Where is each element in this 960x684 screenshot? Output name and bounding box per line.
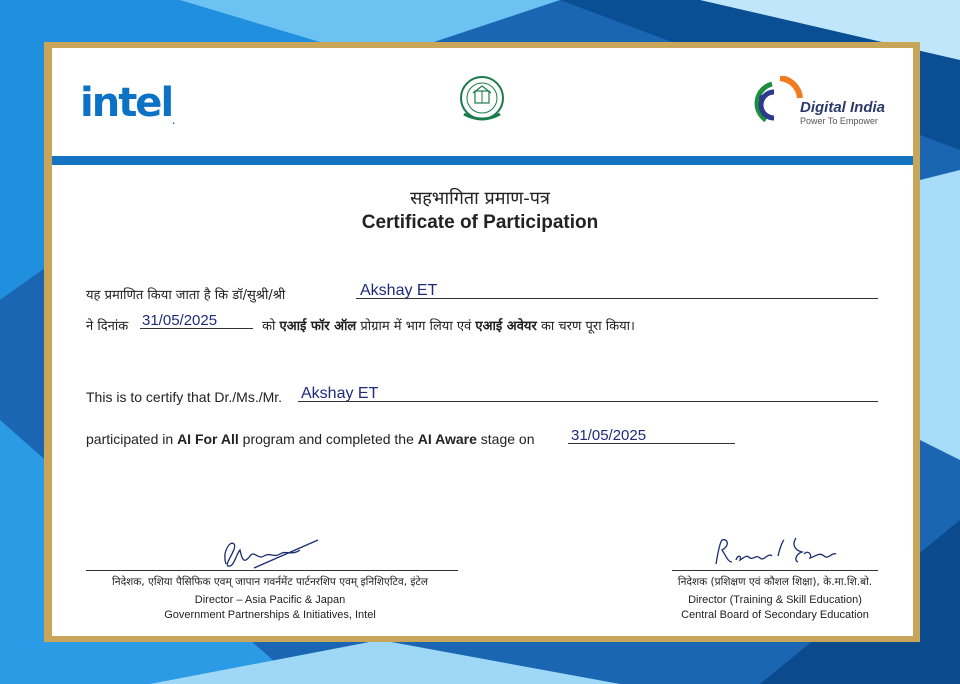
recipient-name-english: Akshay ET bbox=[301, 385, 379, 402]
completion-date-hindi: 31/05/2025 bbox=[142, 312, 218, 329]
right-signatory-block bbox=[640, 575, 910, 623]
hindi-line2-text: को एआई फॉर ऑल प्रोग्राम में भाग लिया एवं एआई अवेयर का चरण पूरा किया। bbox=[262, 319, 635, 334]
stage-name-english: AI Aware bbox=[417, 431, 477, 447]
left-signatory-block bbox=[60, 575, 480, 623]
left-signatory-hindi: निदेशक, एशिया पैसिफिक एवम् जापान गवर्नमेंट पार्टनरशिप एवम् इनिशिएटिव, इंटेल bbox=[112, 576, 428, 588]
cbse-seal-icon bbox=[456, 74, 508, 126]
intel-logo: intel. bbox=[80, 80, 176, 126]
completion-date-english: 31/05/2025 bbox=[571, 427, 647, 444]
left-signatory-title: Director – Asia Pacific & Japan bbox=[194, 594, 346, 606]
right-signatory-org: Central Board of Secondary Education bbox=[681, 609, 869, 621]
certificate-title-hindi: सहभागिता प्रमाण-पत्र bbox=[410, 188, 550, 209]
certificate-title-english: Certificate of Participation bbox=[361, 212, 599, 233]
name-underline-hindi bbox=[356, 298, 878, 299]
right-signatory-title: Director (Training & Skill Education) bbox=[688, 594, 862, 606]
date-underline-english bbox=[568, 443, 735, 444]
cbse-director-signature bbox=[712, 534, 842, 570]
left-signature-line bbox=[86, 570, 458, 571]
header-divider-stripe bbox=[52, 156, 913, 165]
stage-name-hindi: एआई अवेयर bbox=[475, 319, 537, 334]
right-signature-line bbox=[672, 570, 878, 571]
digital-india-title: Digital India bbox=[800, 99, 886, 116]
name-underline-english bbox=[298, 401, 878, 402]
digital-india-tagline: Power To Empower bbox=[800, 116, 878, 126]
recipient-name-hindi: Akshay ET bbox=[360, 282, 438, 299]
english-certify-prefix: This is to certify that Dr./Ms./Mr. bbox=[86, 389, 283, 405]
intel-director-signature bbox=[214, 534, 324, 574]
hindi-certify-prefix: यह प्रमाणित किया जाता है कि डॉ/सुश्री/श्री bbox=[86, 288, 286, 303]
date-underline-hindi bbox=[140, 328, 253, 329]
right-signatory-hindi: निदेशक (प्रशिक्षण एवं कौशल शिक्षा), के.मा.शि.बो. bbox=[677, 576, 873, 588]
left-signatory-org: Government Partnerships & Initiatives, Intel bbox=[164, 609, 376, 621]
hindi-date-prefix: ने दिनांक bbox=[86, 319, 129, 334]
program-name-english: AI For All bbox=[177, 431, 239, 447]
english-line2-text: participated in AI For All program and completed the AI Aware stage on bbox=[86, 431, 535, 447]
program-name-hindi: एआई फॉर ऑल bbox=[279, 319, 357, 334]
